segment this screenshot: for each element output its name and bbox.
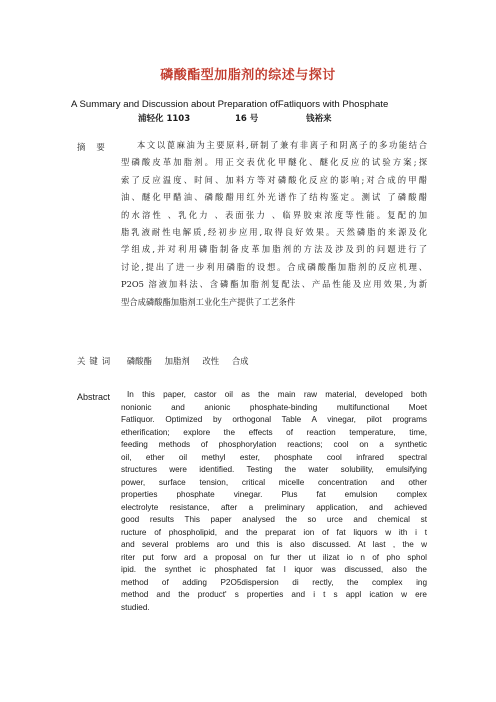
- cn-abstract-line: 型磷酸皮革加脂剂。用正交表优化甲醚化、醚化反应的试验方案;探: [121, 157, 427, 168]
- keyword: 磷酸酯: [126, 356, 152, 366]
- en-abstract-line: structures were identified. Testing the water solubility, emulsifying: [121, 465, 427, 474]
- en-abstract-line: studied.: [121, 602, 150, 612]
- cn-abstract-label: 摘要: [77, 142, 116, 152]
- author-byline: [0, 112, 496, 126]
- paper-title: 磷酸酯型加脂剂的综述与探讨: [160, 68, 336, 83]
- cn-abstract-line: 本文以蓖麻油为主要原料,研制了兼有非离子和阴离子的多功能结合: [137, 140, 427, 150]
- keywords-row: [77, 355, 249, 367]
- en-abstract-line: oil, ether oil methyl ester, phosphate cool infrared spectral: [121, 452, 427, 462]
- en-abstract-line: etherification; explore the effects of reaction temperature, time,: [121, 427, 427, 437]
- cn-abstract-line: 索了反应温度、时间、加料方等对磷酸化反应的影响;对合成的甲醋: [121, 174, 427, 185]
- author-number: 16 号: [235, 114, 259, 124]
- author-name: 钱裕来: [306, 114, 332, 124]
- en-abstract-line: electrolyte resistance, after a preliminary application, and achieved: [121, 502, 427, 512]
- cn-abstract-line: P2O5 溶液加料法、含磷酯加脂剂复配法、产品性能及应用效果,为新: [121, 279, 427, 290]
- en-abstract-body: [121, 389, 427, 614]
- cn-abstract-line: 脂乳液耐性电解质,经初步应用,取得良好效果。天然磷脂的来源及化: [121, 226, 427, 237]
- cn-abstract-body: [121, 137, 427, 311]
- en-abstract-line: feeding methods of phosphorylation reactions; cool on a synthetic: [121, 440, 427, 449]
- en-abstract-line: good results This paper analysed the so urce and chemical st: [121, 515, 427, 524]
- keyword: 加脂剂: [164, 356, 190, 366]
- en-abstract-line: and several problems aro und this is also discussed. At last , the w: [121, 540, 427, 549]
- en-abstract-line: power, surface tension, critical micelle concentration and other: [121, 477, 427, 487]
- en-abstract-line: riter put forw ard a proposal on fur ther ut ilizat io n of pho sphol: [121, 552, 427, 562]
- cn-abstract-line: 油、醚化甲醋油、磷酸醋用红外光谱作了结构鉴定。测试 了磷酸醋: [121, 192, 427, 203]
- en-abstract-line: nonionic and anionic phosphate-binding multifunctional Moet: [121, 402, 427, 412]
- en-abstract-line: properties phosphate vinegar. Plus fat emulsion complex: [121, 490, 427, 499]
- keyword: 合成: [231, 356, 249, 366]
- en-abstract-line: ipid. the synthet ic phosphated fat l iquor was discussed, also the: [121, 565, 427, 574]
- keywords-label: 关键词: [77, 356, 115, 366]
- author-class: 浦轻化 1103: [138, 114, 191, 124]
- keywords-list: [117, 356, 249, 366]
- en-abstract-line: Fatliquor. Optimized by orthogonal Table A vinegar, pilot programs: [121, 415, 427, 424]
- en-abstract-line: method and the product' s properties and i t s appl ication w ere: [121, 590, 427, 599]
- en-abstract-label: Abstract: [77, 392, 111, 402]
- cn-abstract-line: 的水溶性 、乳化力 、表面张力 、临界胶束浓度等性能。复配的加: [121, 209, 427, 220]
- keyword: 改性: [202, 356, 220, 366]
- english-title: A Summary and Discussion about Preparation ofFatliquors with Phosphate: [71, 99, 389, 110]
- en-abstract-line: In this paper, castor oil as the main raw material, developed both: [127, 390, 427, 399]
- cn-abstract-line: 讨论,提出了进一步利用磷脂的设想。合成磷酸酯加脂剂的反应机理、: [121, 261, 427, 272]
- en-abstract-line: ructure of phospholipid, and the preparat ion of fat liquors w ith i t: [121, 527, 427, 537]
- cn-abstract-line: 型合成磷酸酯加脂剂工业化生产提供了工艺条件: [121, 296, 296, 307]
- en-abstract-line: method of adding P2O5dispersion di rectly, the complex ing: [121, 577, 427, 587]
- cn-abstract-line: 学组成,并对利用磷脂制备皮革加脂剂的方法及涉及到的问题进行了: [121, 244, 427, 255]
